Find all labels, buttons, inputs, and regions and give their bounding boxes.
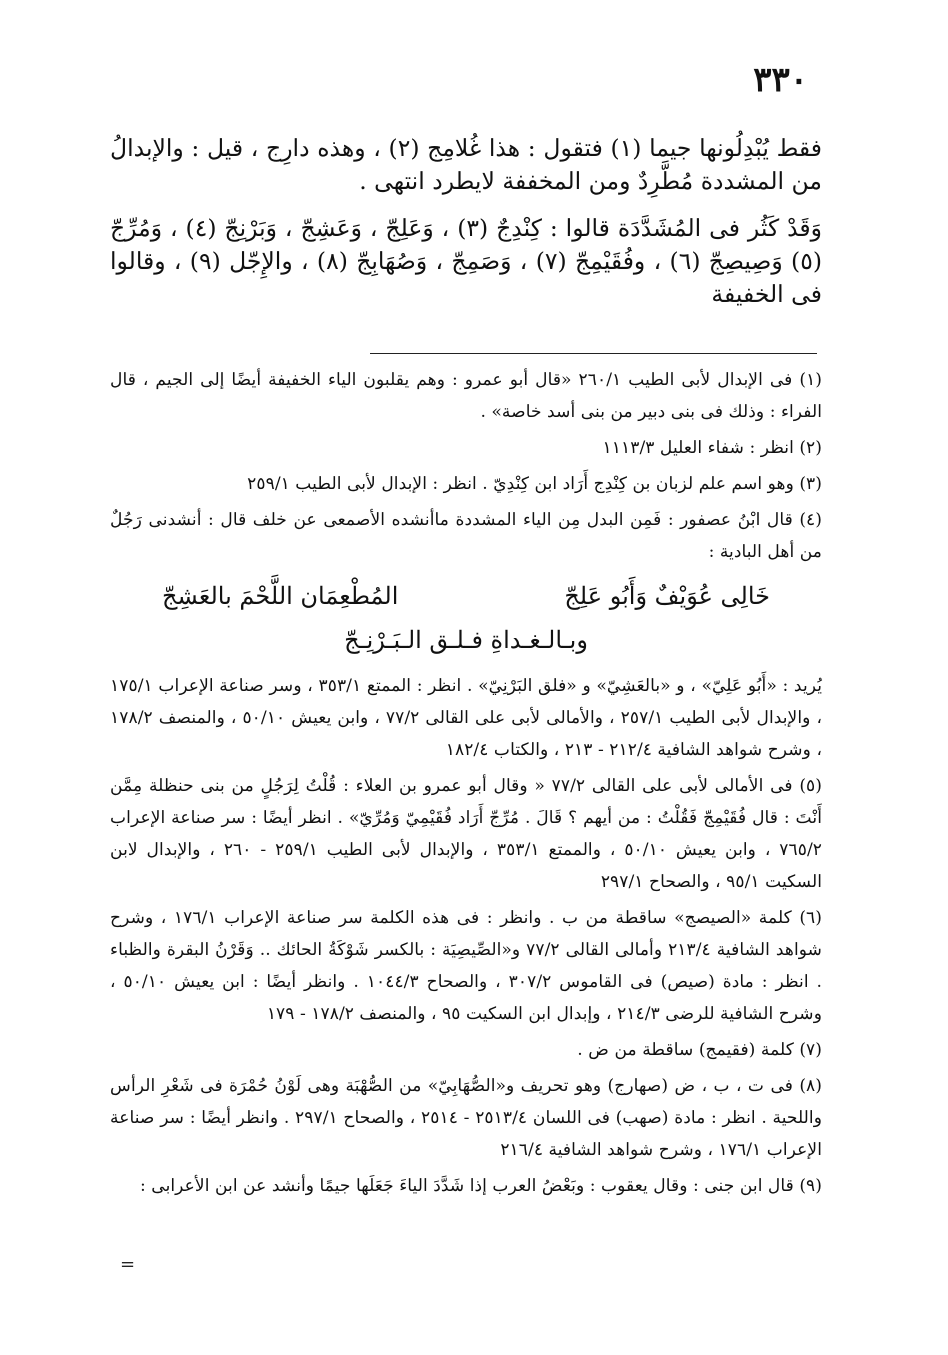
main-text (110, 132, 822, 325)
poem (110, 574, 822, 662)
footnotes (110, 364, 822, 1206)
footnote-1: (١) فى الإبدال لأبى الطيب ٢٦٠/١ «قال أبو عمرو : وهم يقلبون الياء الخفيفة أيضًا إلى الجيم ، قال الفراء : وذلك فى بنى دبير من بنى أسد خاصة» . (110, 370, 823, 422)
footnote-9: (٩) قال ابن جنى : وقال يعقوب : وبَعْضُ العرب إذا شَدَّدَ الياءَ جَعَلَها جيمًا وأنشد عن ابن الأعرابى : (140, 1176, 822, 1196)
poem-hemistich-right: خَالِى عُوَيْفٌ وَأَبُو عَلِجّ (564, 582, 770, 610)
main-paragraph: فقط يُبْدِلُونها جيما (١) فتقول : هذا غُلامِج (٢) ، وهذه دارِج ، قيل : والإبدالُ من المشددة مُطَّرِدٌ ومن المخففة لايطرد انتهى . (110, 134, 823, 195)
page-number: ٣٣٠ (753, 60, 808, 100)
footnote-7: (٧) كلمة (فقيمج) ساقطة من ض . (577, 1040, 822, 1060)
main-paragraph: وَقَدْ كَثُر فى المُشَدَّدَة قالوا : كِنْدِجٌ (٣) ، وَعَلِجّ ، وَعَشِجّ ، وَبَرْنِجّ (٤) ، وَمُرِّجّ (٥) وَصِيصِجّ (٦) ، وفُقَيْمِجّ (٧) ، وَصَمِجّ ، وَصُهَابِجّ (٨) ، والإِجّل (٩) ، وقالوا فى الخفيفة (110, 214, 823, 308)
footnote-separator (370, 353, 817, 354)
footnote-4-continuation: يُريد : «أَبُو عَلِيّ» ، و «بالعَشِيّ» و «فلق البَرْنِيّ» . انظر : الممتع ٣٥٣/١ ، وسر صناعة الإعراب ١٧٥/١ ، والإبدال لأبى الطيب ٢٥٧/١ ، والأمالى لأبى على القالى ٧٧/٢ ، وابن يعيش ٥٠/١٠ ، والمنصف ١٧٨/٢ ، وشرح شواهد الشافية ٢١٢/٤ - ٢١٣ ، والكتاب ١٨٢/٤ (110, 676, 823, 760)
poem-hemistich: وبـالـغـداةِ فـلـق الـبَـرْنِـجّ (344, 626, 588, 654)
footnote-5: (٥) فى الأمالى لأبى على القالى ٧٧/٢ « وقال أبو عمرو بن العلاء : قُلْتُ لِرَجُلٍ من بنى حنظلة مِمَّن أَنْتَ : قال فُقَيْمِجّ فَقُلْتُ : من أيهم ؟ قَالَ . مُرِّجّ أَرَاد فُقَيْمِيّ وَمُرِّيّ» . انظر أيضًا : سر صناعة الإعراب ٧٦٥/٢ ، وابن يعيش ٥٠/١٠ ، والممتع ٣٥٣/١ ، والإبدال لأبى الطيب ٢٥٩/١ - ٢٦٠ ، والإبدال لابن السكيت ٩٥/١ ، والصحاح ٢٩٧/١ (110, 776, 822, 892)
poem-hemistich-left: المُطْعِمَان اللَّحْمَ بالعَشِجّ (162, 582, 399, 610)
footnote-4-intro: (٤) قال ابْنُ عصفور : فَمِن البدل مِن الياء المشددة ماأنشده الأصمعى عن خلف قال : أنشدنى رَجُلٌ من أهل البادية : (110, 510, 822, 562)
poem-verse-2 (110, 618, 822, 662)
poem-verse-1 (110, 574, 822, 618)
footnote-6: (٦) كلمة «الصيصج» ساقطة من ب . وانظر : فى هذه الكلمة سر صناعة الإعراب ١٧٦/١ ، وشرح شواهد الشافية ٢١٣/٤ وأمالى القالى ٧٧/٢ و«الصِّيصِيَة : بالكسر شَوْكَةُ الحائك .. وَقَرْنُ البقرة والظباء . انظر : مادة (صيص) فى القاموس ٣٠٧/٢ ، والصحاح ١٠٤٤/٣ . وانظر أيضًا : ابن يعيش ٥٠/١٠ ، وشرح الشافية للرضى ٢١٤/٣ ، وإبدال ابن السكيت ٩٥ ، والمنصف ١٧٨/٢ - ١٧٩ (110, 908, 822, 1024)
footnote-2: (٢) انظر : شفاء العليل ١١١٣/٣ (602, 438, 822, 458)
end-mark: = (120, 1254, 136, 1275)
footnote-8: (٨) فى ت ، ب ، ض (صهارج) وهو تحريف و«الصُّهَابِيّ» من الصُّهْبَة وهى لَوْنُ حُمْرَة فى شَعْرِ الرأس واللحية . انظر : مادة (صهب) فى اللسان ٢٥١٣/٤ - ٢٥١٤ ، والصحاح ٢٩٧/١ . وانظر أيضًا : سر صناعة الإعراب ١٧٦/١ ، وشرح شواهد الشافية ٢١٦/٤ (110, 1076, 822, 1160)
footnote-3: (٣) وهو اسم علم لزبان بن كِنْدِج أَرَاد ابن كِنْدِيّ . انظر : الإبدال لأبى الطيب ٢٥٩/١ (247, 474, 822, 494)
